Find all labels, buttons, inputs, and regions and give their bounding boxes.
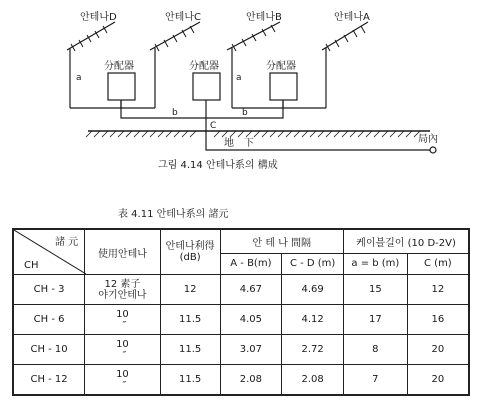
antenna-type-line2: 야기안테나 bbox=[98, 289, 147, 301]
table-row bbox=[13, 365, 469, 396]
table-row bbox=[13, 275, 469, 305]
corner-bottom-label: CH bbox=[24, 260, 39, 271]
cable-a-left-label: a bbox=[76, 73, 82, 83]
spacing-ab-cell: 4.67 bbox=[220, 275, 282, 305]
gain-header bbox=[160, 229, 220, 275]
antenna-type-line2: ″ bbox=[122, 319, 127, 331]
spacing-cd-cell: 2.72 bbox=[282, 335, 344, 365]
antenna-d-label: 안테나D bbox=[80, 12, 117, 23]
antenna-type-line1: 10 bbox=[116, 338, 129, 350]
antenna-type-cell bbox=[85, 335, 161, 365]
cable-c-header: C (m) bbox=[407, 253, 469, 274]
antenna-b-label: 안테나B bbox=[246, 12, 282, 23]
cable-length-header: 케이블길이 (10 D-2V) bbox=[344, 229, 469, 253]
cable-b-left-label: b bbox=[172, 108, 178, 118]
corner-top-label: 諸 元 bbox=[54, 237, 79, 248]
distributor-left-label: 分配器 bbox=[104, 61, 134, 72]
spacing-cd-cell: 4.69 bbox=[282, 275, 344, 305]
gain-cell: 12 bbox=[160, 275, 220, 305]
channel-cell: CH - 6 bbox=[13, 305, 85, 335]
gain-cell: 11.5 bbox=[160, 365, 220, 396]
spacing-ab-cell: 3.07 bbox=[220, 335, 282, 365]
channel-cell: CH - 12 bbox=[13, 365, 85, 396]
room-label: 局內 bbox=[418, 134, 438, 145]
cable-ab-header: a = b (m) bbox=[344, 253, 408, 274]
cable-a-right-label: a bbox=[236, 73, 242, 83]
antenna-a-label: 안테나A bbox=[334, 12, 370, 23]
spacing-ab-cell: 4.05 bbox=[220, 305, 282, 335]
cable-c-cell: 12 bbox=[407, 275, 469, 305]
gain-header-unit: (dB) bbox=[179, 252, 201, 263]
antenna-type-cell bbox=[85, 365, 161, 396]
antenna-type-cell bbox=[85, 275, 161, 305]
cable-b-right-label: b bbox=[242, 108, 248, 118]
spacing-header: 안 테 나 間隔 bbox=[220, 229, 344, 253]
cable-c-cell: 16 bbox=[407, 305, 469, 335]
cable-ab-cell: 15 bbox=[344, 275, 408, 305]
antenna-c-label: 안테나C bbox=[165, 12, 201, 23]
spacing-cd-header: C - D (m) bbox=[282, 253, 344, 274]
spacing-cd-cell: 4.12 bbox=[282, 305, 344, 335]
channel-cell: CH - 10 bbox=[13, 335, 85, 365]
distributor-right-label: 分配器 bbox=[266, 61, 296, 72]
antenna-type-header: 使用안테나 bbox=[85, 229, 161, 275]
cable-ab-cell: 17 bbox=[344, 305, 408, 335]
antenna-type-line1: 10 bbox=[116, 308, 129, 320]
cable-c-cell: 20 bbox=[407, 365, 469, 396]
antenna-type-line2: ″ bbox=[122, 379, 127, 391]
gain-cell: 11.5 bbox=[160, 305, 220, 335]
gain-cell: 11.5 bbox=[160, 335, 220, 365]
cable-ab-cell: 7 bbox=[344, 365, 408, 396]
antenna-type-line1: 12 素子 bbox=[104, 278, 141, 290]
spacing-ab-cell: 2.08 bbox=[220, 365, 282, 396]
distributor-center-label: 分配器 bbox=[189, 61, 219, 72]
cable-c-cell: 20 bbox=[407, 335, 469, 365]
spacing-ab-header: A - B(m) bbox=[220, 253, 282, 274]
gain-header-label: 안테나利得 bbox=[165, 241, 215, 252]
spacing-cd-cell: 2.08 bbox=[282, 365, 344, 396]
figure-caption: 그림 4.14 안테나系의 構成 bbox=[158, 160, 278, 171]
cable-c-label: C bbox=[210, 121, 217, 131]
antenna-type-line2: ″ bbox=[122, 349, 127, 361]
antenna-system-diagram bbox=[0, 0, 480, 160]
ground-label: 地 下 bbox=[224, 138, 254, 149]
corner-header-cell bbox=[13, 229, 85, 275]
cable-ab-cell: 8 bbox=[344, 335, 408, 365]
antenna-type-cell bbox=[85, 305, 161, 335]
channel-cell: CH - 3 bbox=[13, 275, 85, 305]
table-row bbox=[13, 305, 469, 335]
table-row bbox=[13, 335, 469, 365]
table-title: 表 4.11 안테나系의 諸元 bbox=[118, 209, 229, 220]
antenna-spec-table bbox=[12, 228, 470, 396]
antenna-type-line1: 10 bbox=[116, 368, 129, 380]
